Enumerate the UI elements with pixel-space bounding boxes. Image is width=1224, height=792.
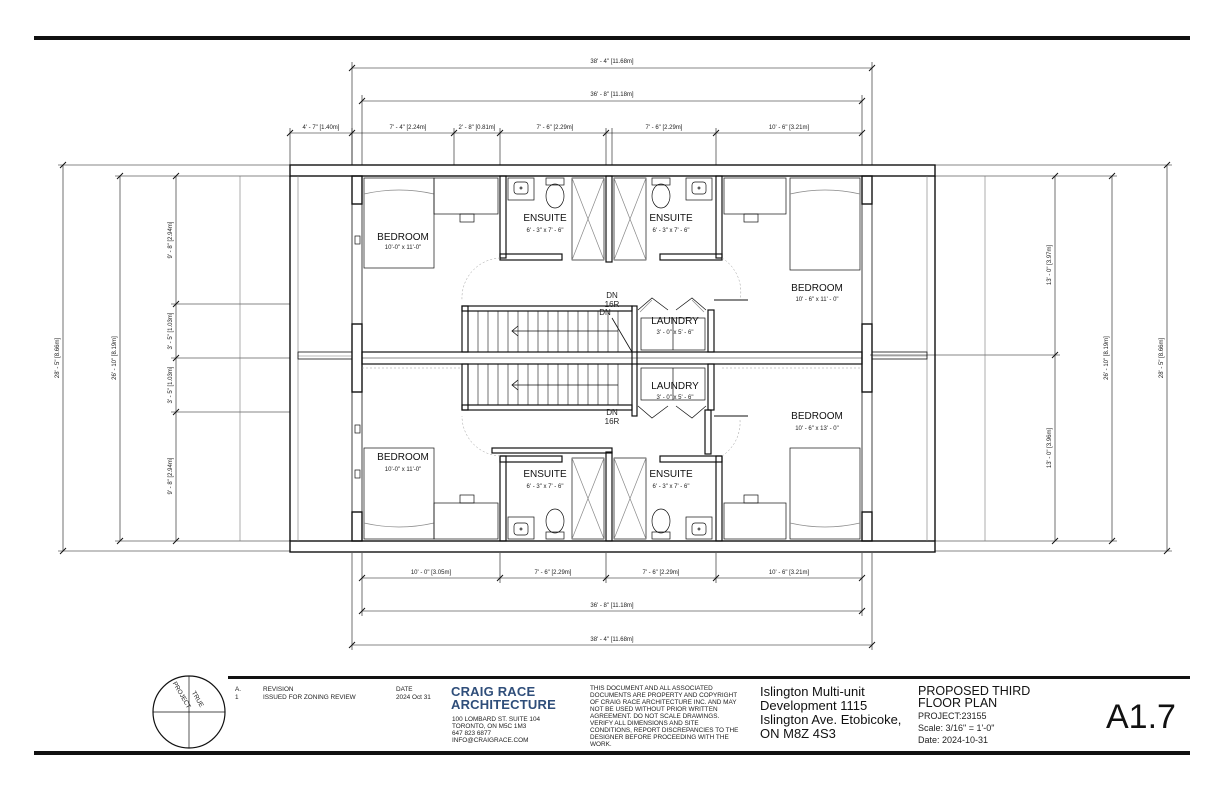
room-ensuite-tl-size: 6' - 3" x 7' - 6" xyxy=(526,228,564,234)
dim-bottom-seg-4: 10' - 6" [3.21m] xyxy=(768,570,810,576)
project-line-1: Islington Multi-unit xyxy=(760,684,865,699)
bedroom-br-furniture xyxy=(724,448,860,539)
dim-top-seg-6: 10' - 6" [3.21m] xyxy=(768,125,810,131)
floor-plan xyxy=(58,62,1172,650)
room-ensuite-tl-name: ENSUITE xyxy=(523,213,567,224)
door-swings xyxy=(362,258,862,456)
disclaimer-line: THIS DOCUMENT AND ALL ASSOCIATED xyxy=(590,685,713,692)
north-arrow-true: TRUE xyxy=(189,689,205,709)
room-ensuite-bl-size: 6' - 3" x 7' - 6" xyxy=(526,484,564,490)
interior-walls xyxy=(362,176,862,541)
room-ensuite-br-size: 6' - 3" x 7' - 6" xyxy=(652,484,690,490)
disclaimer xyxy=(590,685,738,748)
project-line-3: Islington Ave. Etobicoke, xyxy=(760,712,902,727)
room-bedroom-tl-size: 10'-0" x 11'-0" xyxy=(384,245,422,251)
revision-col-date: DATE xyxy=(396,686,413,693)
dim-top-seg-1: 4' - 7" [1.40m] xyxy=(302,125,340,131)
bedroom-tr-furniture xyxy=(724,178,860,270)
room-laundry-t-name: LAUNDRY xyxy=(651,316,699,327)
dim-left-seg-4: 9' - 8" [2.94m] xyxy=(168,457,174,495)
firm-logo-line-1: CRAIG RACE xyxy=(451,684,536,699)
dim-left-seg-1: 9' - 8" [2.94m] xyxy=(168,221,174,259)
drawing-info xyxy=(918,684,1176,745)
dim-top-inner: 36' - 8" [11.18m] xyxy=(590,92,634,98)
revision-row-num: 1 xyxy=(235,694,239,701)
revision-table xyxy=(235,686,431,701)
disclaimer-line: DOCUMENTS ARE PROPERTY AND COPYRIGHT xyxy=(590,692,738,699)
disclaimer-line: NOT BE USED WITHOUT PRIOR WRITTEN xyxy=(590,706,718,713)
stairs-lower xyxy=(468,364,632,405)
dim-left-overall: 28' - 5" [8.66m] xyxy=(55,337,61,379)
dim-right-overall: 28' - 5" [8.66m] xyxy=(1159,337,1165,379)
laundry-lower-fixtures xyxy=(638,368,706,418)
room-laundry-t-size: 3' - 0" x 5' - 6" xyxy=(656,330,694,336)
stair-top-risers: 16R xyxy=(604,300,620,309)
stair-bottom-risers: 16R xyxy=(604,417,620,426)
north-arrow xyxy=(153,676,225,748)
room-laundry-b-name: LAUNDRY xyxy=(651,381,699,392)
disclaimer-line: DESIGNER BEFORE PROCEEDING WITH THE xyxy=(590,734,729,741)
room-bedroom-tr-size: 10' - 6" x 11' - 0" xyxy=(795,297,839,303)
dim-bottom-overall: 38' - 4" [11.68m] xyxy=(590,637,634,643)
disclaimer-line: OF CRAIG RACE ARCHITECTURE INC. AND MAY xyxy=(590,699,737,706)
room-ensuite-tr-size: 6' - 3" x 7' - 6" xyxy=(652,228,690,234)
project-line-2: Development 1115 xyxy=(760,698,868,713)
firm-email: INFO@CRAIGRACE.COM xyxy=(452,737,529,744)
dim-top-seg-2: 7' - 4" [2.24m] xyxy=(389,125,427,131)
dim-bottom-seg-2: 7' - 6" [2.29m] xyxy=(534,570,572,576)
dim-left-seg-3: 3' - 5" [1.03m] xyxy=(168,366,174,404)
dim-right-inner: 26' - 10" [8.19m] xyxy=(1104,336,1110,380)
revision-row-text: ISSUED FOR ZONING REVIEW xyxy=(263,694,356,701)
dim-right-seg-2: 13' - 0" [3.96m] xyxy=(1047,427,1053,469)
drawing-project-number: PROJECT:23155 xyxy=(918,711,987,721)
revision-col-revision: REVISION xyxy=(263,686,294,693)
disclaimer-line: VERIFY ALL DIMENSIONS AND SITE xyxy=(590,720,699,727)
top-dimensions xyxy=(287,62,875,165)
sheet-number: A1.7 xyxy=(1106,698,1176,736)
firm-logo-line-2: ARCHITECTURE xyxy=(451,697,556,712)
stair-bottom-dn: DN xyxy=(606,408,618,417)
room-bedroom-tl-name: BEDROOM xyxy=(377,232,429,243)
stair-top-dn: DN xyxy=(606,291,618,300)
drawing-title-2: FLOOR PLAN xyxy=(918,696,998,710)
room-bedroom-bl-name: BEDROOM xyxy=(377,452,429,463)
disclaimer-line: AGREEMENT. DO NOT SCALE DRAWINGS. xyxy=(590,713,720,720)
dim-bottom-seg-3: 7' - 6" [2.29m] xyxy=(642,570,680,576)
revision-row-date: 2024 Oct 31 xyxy=(396,694,431,701)
dim-left-inner: 26' - 10" [8.19m] xyxy=(112,336,118,380)
top-border-rule xyxy=(34,36,1190,40)
disclaimer-line: WORK. xyxy=(590,741,612,748)
bedroom-tl-furniture xyxy=(355,178,498,268)
dimension-labels xyxy=(55,59,1165,643)
firm-phone: 647 823 6877 xyxy=(452,730,492,737)
room-ensuite-bl-name: ENSUITE xyxy=(523,469,567,480)
drawing-title-1: PROPOSED THIRD xyxy=(918,684,1031,698)
room-laundry-b-size: 3' - 0" x 5' - 6" xyxy=(656,395,694,401)
dim-top-seg-3: 2' - 8" [0.81m] xyxy=(458,125,496,131)
dim-bottom-inner: 36' - 8" [11.18m] xyxy=(590,603,634,609)
revision-col-num: A. xyxy=(235,686,242,693)
dim-top-seg-5: 7' - 6" [2.29m] xyxy=(645,125,683,131)
dim-left-seg-2: 3' - 5" [1.03m] xyxy=(168,312,174,350)
stairs-upper xyxy=(468,311,632,352)
dim-top-seg-4: 7' - 6" [2.29m] xyxy=(536,125,574,131)
room-ensuite-br-name: ENSUITE xyxy=(649,469,693,480)
bottom-dimensions xyxy=(349,553,875,650)
north-arrow-project: PROJECT xyxy=(170,680,192,710)
right-dimensions xyxy=(870,162,1172,554)
dim-bottom-seg-1: 10' - 0" [3.05m] xyxy=(410,570,452,576)
project-line-4: ON M8Z 4S3 xyxy=(760,726,836,741)
dim-top-overall: 38' - 4" [11.68m] xyxy=(590,59,634,65)
title-block-top-rule xyxy=(228,676,1190,679)
room-bedroom-br-size: 10' - 6" x 13' - 0" xyxy=(795,426,839,432)
firm-address-1: 100 LOMBARD ST. SUITE 104 xyxy=(452,716,541,723)
disclaimer-line: CONDITIONS, REPORT DISCREPANCIES TO THE xyxy=(590,727,739,734)
room-bedroom-bl-size: 10'-0" x 11'-0" xyxy=(384,467,422,473)
left-dimensions xyxy=(58,162,290,554)
bottom-border-rule xyxy=(34,751,1190,755)
room-bedroom-tr-name: BEDROOM xyxy=(791,283,843,294)
room-ensuite-tr-name: ENSUITE xyxy=(649,213,693,224)
room-bedroom-br-name: BEDROOM xyxy=(791,411,843,422)
drawing-scale: Scale: 3/16" = 1'-0" xyxy=(918,723,995,733)
drawing-date: Date: 2024-10-31 xyxy=(918,735,989,745)
firm-address-2: TORONTO, ON M5C 1M3 xyxy=(452,723,527,730)
dim-right-seg-1: 13' - 0" [3.97m] xyxy=(1047,244,1053,286)
project-address xyxy=(760,684,901,741)
bedroom-bl-furniture xyxy=(355,425,498,539)
firm-info xyxy=(451,684,556,744)
stair-top-dn-2: DN xyxy=(599,308,611,317)
